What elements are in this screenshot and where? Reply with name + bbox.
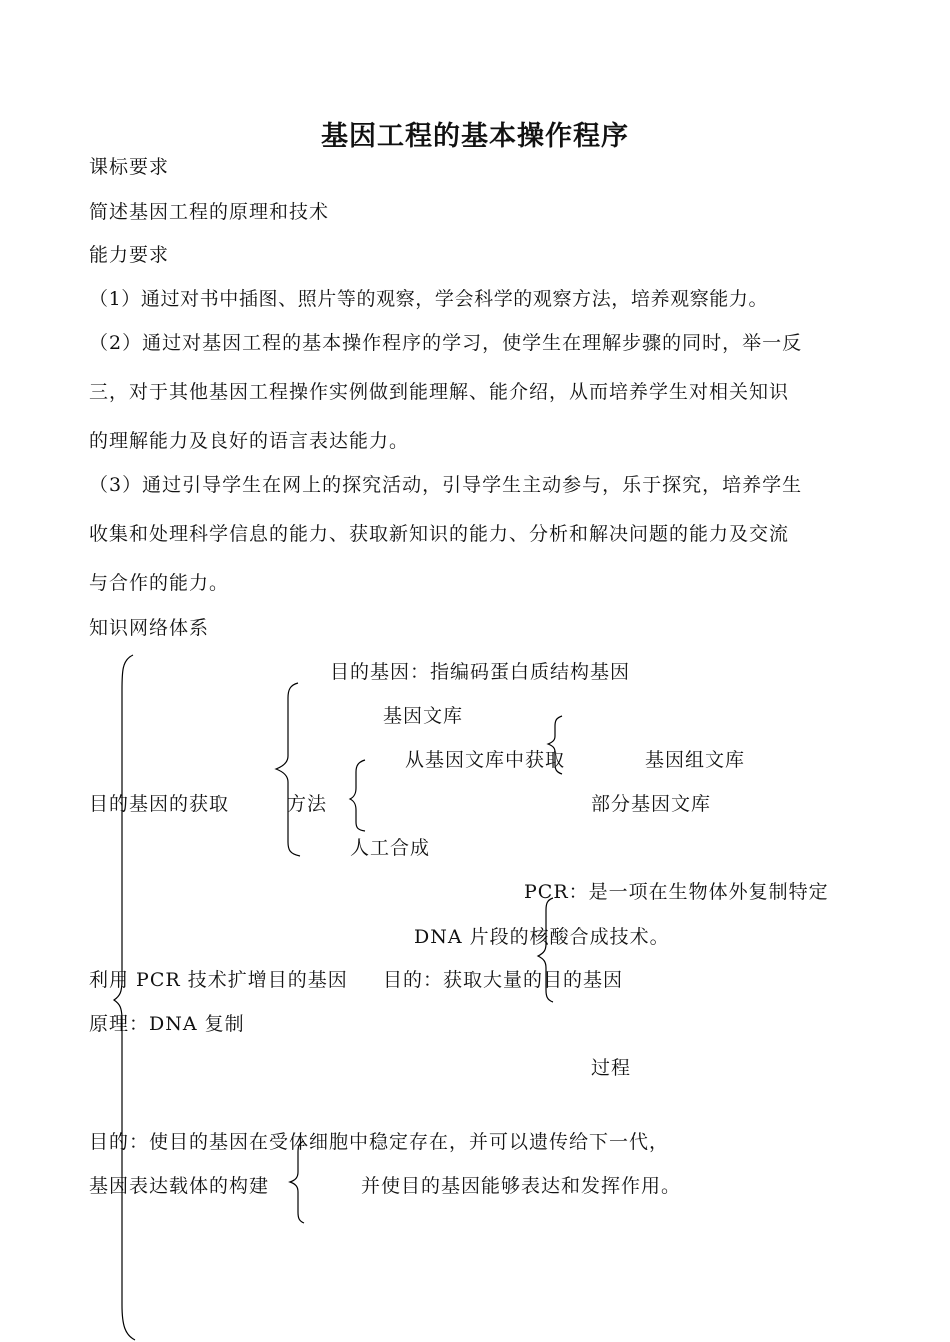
ability-item-3-line-2: 收集和处理科学信息的能力、获取新知识的能力、分析和解决问题的能力及交流 (89, 523, 790, 545)
vector-purpose-line-1: 目的：使目的基因在受体细胞中稳定存在，并可以遗传给下一代， (89, 1131, 670, 1153)
pcr-definition-line-2: DNA 片段的核酸合成技术。 (414, 926, 670, 948)
ability-item-2-line-2: 三，对于其他基因工程操作实例做到能理解、能介绍，从而培养学生对相关知识 (89, 381, 790, 403)
ability-item-3-line-3: 与合作的能力。 (89, 572, 230, 594)
vector-purpose-line-2: 并使目的基因能够表达和发挥作用。 (361, 1175, 682, 1197)
gene-library-label: 基因文库 (383, 705, 464, 727)
genomic-library-label: 基因组文库 (645, 749, 746, 771)
outer-brace (114, 655, 135, 1340)
ability-item-1: （1）通过对书中插图、照片等的观察，学会科学的观察方法，培养观察能力。 (89, 288, 769, 310)
pcr-definition-line-1: PCR：是一项在生物体外复制特定 (524, 881, 829, 903)
ability-item-2-line-1: （2）通过对基因工程的基本操作程序的学习，使学生在理解步骤的同时，举一反 (89, 332, 803, 354)
artificial-synthesis-label: 人工合成 (350, 837, 431, 859)
course-requirement-text: 简述基因工程的原理和技术 (89, 201, 330, 223)
obtain-target-gene-label: 目的基因的获取 (89, 793, 230, 815)
knowledge-network-heading: 知识网络体系 (89, 617, 210, 639)
target-gene-definition: 目的基因：指编码蛋白质结构基因 (330, 661, 631, 683)
pcr-process-label: 过程 (591, 1057, 632, 1079)
from-library-label: 从基因文库中获取 (405, 749, 566, 771)
pcr-amplify-label: 利用 PCR 技术扩增目的基因 (89, 969, 348, 991)
ability-item-3-line-1: （3）通过引导学生在网上的探究活动，引导学生主动参与，乐于探究，培养学生 (89, 474, 803, 496)
pcr-principle-label: 原理：DNA 复制 (89, 1013, 245, 1035)
course-requirement-heading: 课标要求 (89, 156, 170, 178)
ability-requirement-heading: 能力要求 (89, 244, 170, 266)
partial-library-label: 部分基因文库 (591, 793, 712, 815)
ability-item-2-line-3: 的理解能力及良好的语言表达能力。 (89, 430, 410, 452)
method-label: 方法 (287, 793, 328, 815)
synthesis-brace (350, 760, 365, 831)
method-brace (276, 683, 300, 856)
page-title: 基因工程的基本操作程序 (321, 121, 629, 152)
pcr-purpose-label: 目的：获取大量的目的基因 (383, 969, 624, 991)
vector-construction-label: 基因表达载体的构建 (89, 1175, 270, 1197)
